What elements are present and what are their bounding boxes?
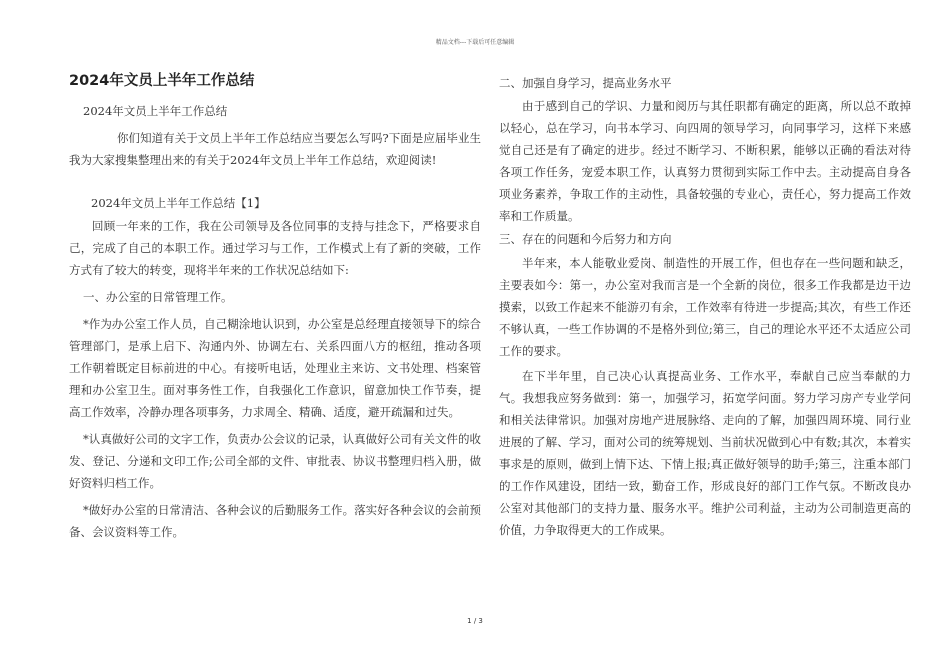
section-heading-1: 2024年文员上半年工作总结【1】	[91, 196, 266, 210]
paragraph-7: 在下半年里，自己决心认真提高业务、工作水平，奉献自己应当奉献的力气。我想我应努务做到：第一，加强学习，拓宽学问面。努力学习房产专业学问和相关法律常识。加强对房地产进展脉络、走向的了解，加强四周环境、同行业进展的了解、学习，面对公司的统筹规划、当前状况做到心中有数;其次，本着实事求是的原则，做到上情下达、下情上报;真正做好领导的助手;第三，注重本部门的工作作风建设，团结一致，勤奋工作，形成良好的部门工作气氛。不断改良办公室对其他部门的支持力量、服务水平。维护公司利益，主动为公司制造更高的价值，力争取得更大的工作成果。	[499, 369, 911, 537]
page-header: 精品文档---下载后可任意编辑	[435, 39, 515, 46]
paragraph-6: 半年来，本人能敬业爱岗、制造性的开展工作，但也存在一些问题和缺乏，主要表如今：第一，办公室对我而言是一个全新的岗位，很多工作我都是边干边摸索，以致工作起来不能游刃有余，工作效率有待进一步提高;其次，有些工作还不够认真，一些工作协调的不是格外到位;第三，自己的理论水平还不太适应公司工作的要求。	[499, 256, 911, 358]
left-column	[69, 72, 481, 548]
subtitle: 2024年文员上半年工作总结	[83, 104, 228, 118]
heading-self-learning: 二、加强自身学习，提高业务水平	[499, 76, 672, 90]
heading-problems-direction: 三、存在的问题和今后努力和方向	[499, 232, 672, 246]
paragraph-1: 回顾一年来的工作，我在公司领导及各位同事的支持与挂念下，严格要求自己，完成了自己的本职工作。通过学习与工作，工作模式上有了新的突破，工作方式有了较大的转变，现将半年来的工作状况总结如下:	[69, 219, 481, 277]
paragraph-3: *认真做好公司的文字工作，负责办公会议的记录，认真做好公司有关文件的收发、登记、分递和文印工作;公司全部的文件、审批表、协议书整理归档入册，做好资料归档工作。	[69, 432, 481, 490]
heading-office-management: 一、办公室的日常管理工作。	[83, 290, 233, 304]
paragraph-5: 由于感到自己的学识、力量和阅历与其任职都有确定的距离，所以总不敢掉以轻心，总在学习，向书本学习、向四周的领导学习，向同事学习，这样下来感觉自己还是有了确定的进步。经过不断学习、不断积累，能够以正确的看法对待各项工作任务，宠爱本职工作，认真努力贯彻到实际工作中去。主动提高自身各项业务素养，争取工作的主动性，具备较强的专业心，责任心，努力提高工作效率和工作质量。	[499, 99, 911, 223]
intro-paragraph: 你们知道有关于文员上半年工作总结应当要怎么写吗?下面是应届毕业生我为大家搜集整理出来的有关于2024年文员上半年工作总结，欢迎阅读!	[69, 131, 481, 167]
right-column	[499, 72, 911, 546]
paragraph-2: *作为办公室工作人员，自己糊涂地认识到，办公室是总经理直接领导下的综合管理部门，是承上启下、沟通内外、协调左右、关系四面八方的枢纽，推动各项工作朝着既定目标前进的中心。有接听电话，处理业主来访、文书处理、档案管理和办公室卫生。面对事务性工作，自我强化工作意识，留意加快工作节奏，提高工作效率，冷静办理各项事务，力求周全、精确、适度，避开疏漏和过失。	[69, 317, 481, 419]
paragraph-4: *做好办公室的日常清洁、各种会议的后勤服务工作。落实好各种会议的会前预备、会议资料等工作。	[69, 503, 481, 539]
document-title: 2024年文员上半年工作总结	[69, 73, 255, 89]
page-number: 1 / 3	[467, 617, 483, 625]
